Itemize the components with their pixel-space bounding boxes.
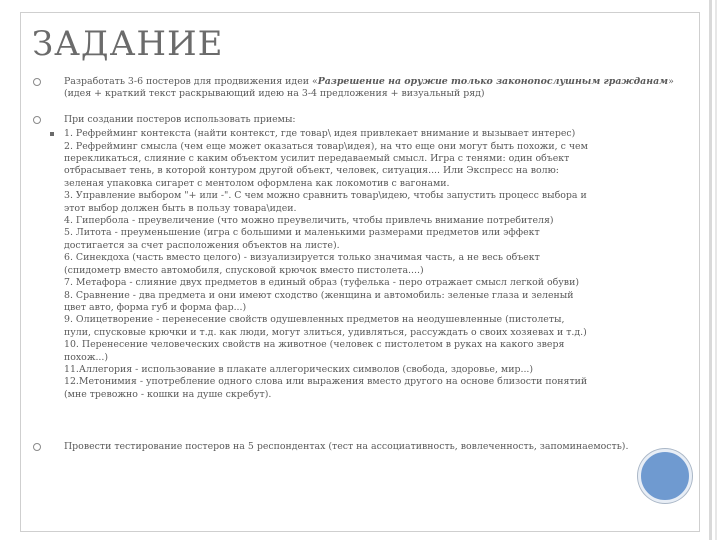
sub-line: (мне тревожно - кошки на душе скребут).	[64, 388, 272, 400]
sub-line: достигается за счет расположения объектов на листе).	[64, 239, 340, 251]
sub-line: (спидометр вместо автомобиля, спусковой крючок вместо пистолета....)	[64, 264, 424, 276]
decor-line	[709, 0, 712, 540]
sub-line: этот выбор должен быть в пользу товара\идеи.	[64, 202, 297, 214]
bullet-circle-icon	[33, 443, 41, 451]
item1-prefix: Разработать 3-6 постеров для продвижения идеи «	[64, 76, 318, 87]
sub-line: 2. Рефрейминг смысла (чем еще может оказаться товар\идея), на что еще они могут быть похожи, с чем	[64, 140, 588, 152]
sub-line: пули, спусковые крючки и т.д. как люди, могут злиться, удивляться, рассуждать о своих хозяевах и т.д.)	[64, 326, 587, 338]
bullet-item-2	[30, 114, 694, 126]
sub-line: 11.Аллегория - использование в плакате аллегорических символов (свобода, здоровье, мир...)	[64, 363, 534, 375]
sub-line: цвет авто, форма губ и форма фар...)	[64, 301, 247, 313]
bullet-circle-icon	[33, 78, 41, 86]
sub-line: перекликаться, слияние с каким объектом усилит передаваемый смысл. Игра с тенями: один объект	[64, 153, 570, 165]
sub-line: зеленая упаковка сигарет с ментолом оформлена как локомотив с вагонами.	[64, 177, 450, 189]
bullet-circle-icon	[33, 116, 41, 124]
slide-title: ЗАДАНИЕ	[32, 24, 224, 64]
sub-line: похож...)	[64, 351, 109, 363]
sub-list	[30, 128, 694, 401]
item1-emphasis: Разрешение на оружие только законопослушным гражданам	[317, 76, 669, 87]
square-bullet-icon	[50, 132, 54, 136]
decor-line-secondary	[715, 0, 717, 540]
sub-line: 6. Синекдоха (часть вместо целого) - визуализируется только значимая часть, а не весь объект	[64, 252, 540, 264]
sub-line: отбрасывает тень, в которой контуром другой объект, человек, ситуация.... Или Экспресс на волю:	[64, 165, 559, 177]
bullet-item-1	[30, 76, 694, 101]
sub-line: 3. Управление выбором "+ или -". С чем можно сравнить товар\идею, чтобы запустить процесс выбора и	[64, 190, 587, 202]
slide-content	[30, 76, 694, 454]
sub-line: 5. Литота - преуменьшение (игра с большими и маленькими размерами предметов или эффект	[64, 227, 540, 239]
sub-line: 8. Сравнение - два предмета и они имеют сходство (женщина и автомобиль: зеленые глаза и зеленый	[64, 289, 574, 301]
decorative-circle	[638, 449, 692, 503]
sub-line: 9. Олицетворение - перенесение свойств одушевленных предметов на неодушевленные (пистолеты,	[64, 314, 565, 326]
sub-line: 12.Метонимия - употребление одного слова или выражения вместо другого на основе близости понятий	[64, 376, 588, 388]
sub-line: 7. Метафора - слияние двух предметов в единый образ (туфелька - перо отражает смысл легкой обуви)	[64, 277, 579, 289]
item2-text: При создании постеров использовать приемы:	[64, 113, 296, 125]
sub-line: 4. Гипербола - преувеличение (что можно преувеличить, чтобы привлечь внимание потребителя)	[64, 215, 554, 227]
sub-line: 10. Перенесение человеческих свойств на животное (человек с пистолетом в руках на какого зверя	[64, 339, 565, 351]
item3-text: Провести тестирование постеров на 5 респондентах (тест на ассоциативность, вовлеченность, запоминаемость).	[64, 441, 629, 453]
bullet-item-3	[30, 441, 694, 453]
item1-suffix: » (идея + краткий текст раскрывающий идею на 3-4 предложения + визуальный ряд)	[64, 76, 674, 100]
sub-line: 1. Рефрейминг контекста (найти контекст, где товар\ идея привлекает внимание и вызывает интерес)	[64, 128, 576, 140]
